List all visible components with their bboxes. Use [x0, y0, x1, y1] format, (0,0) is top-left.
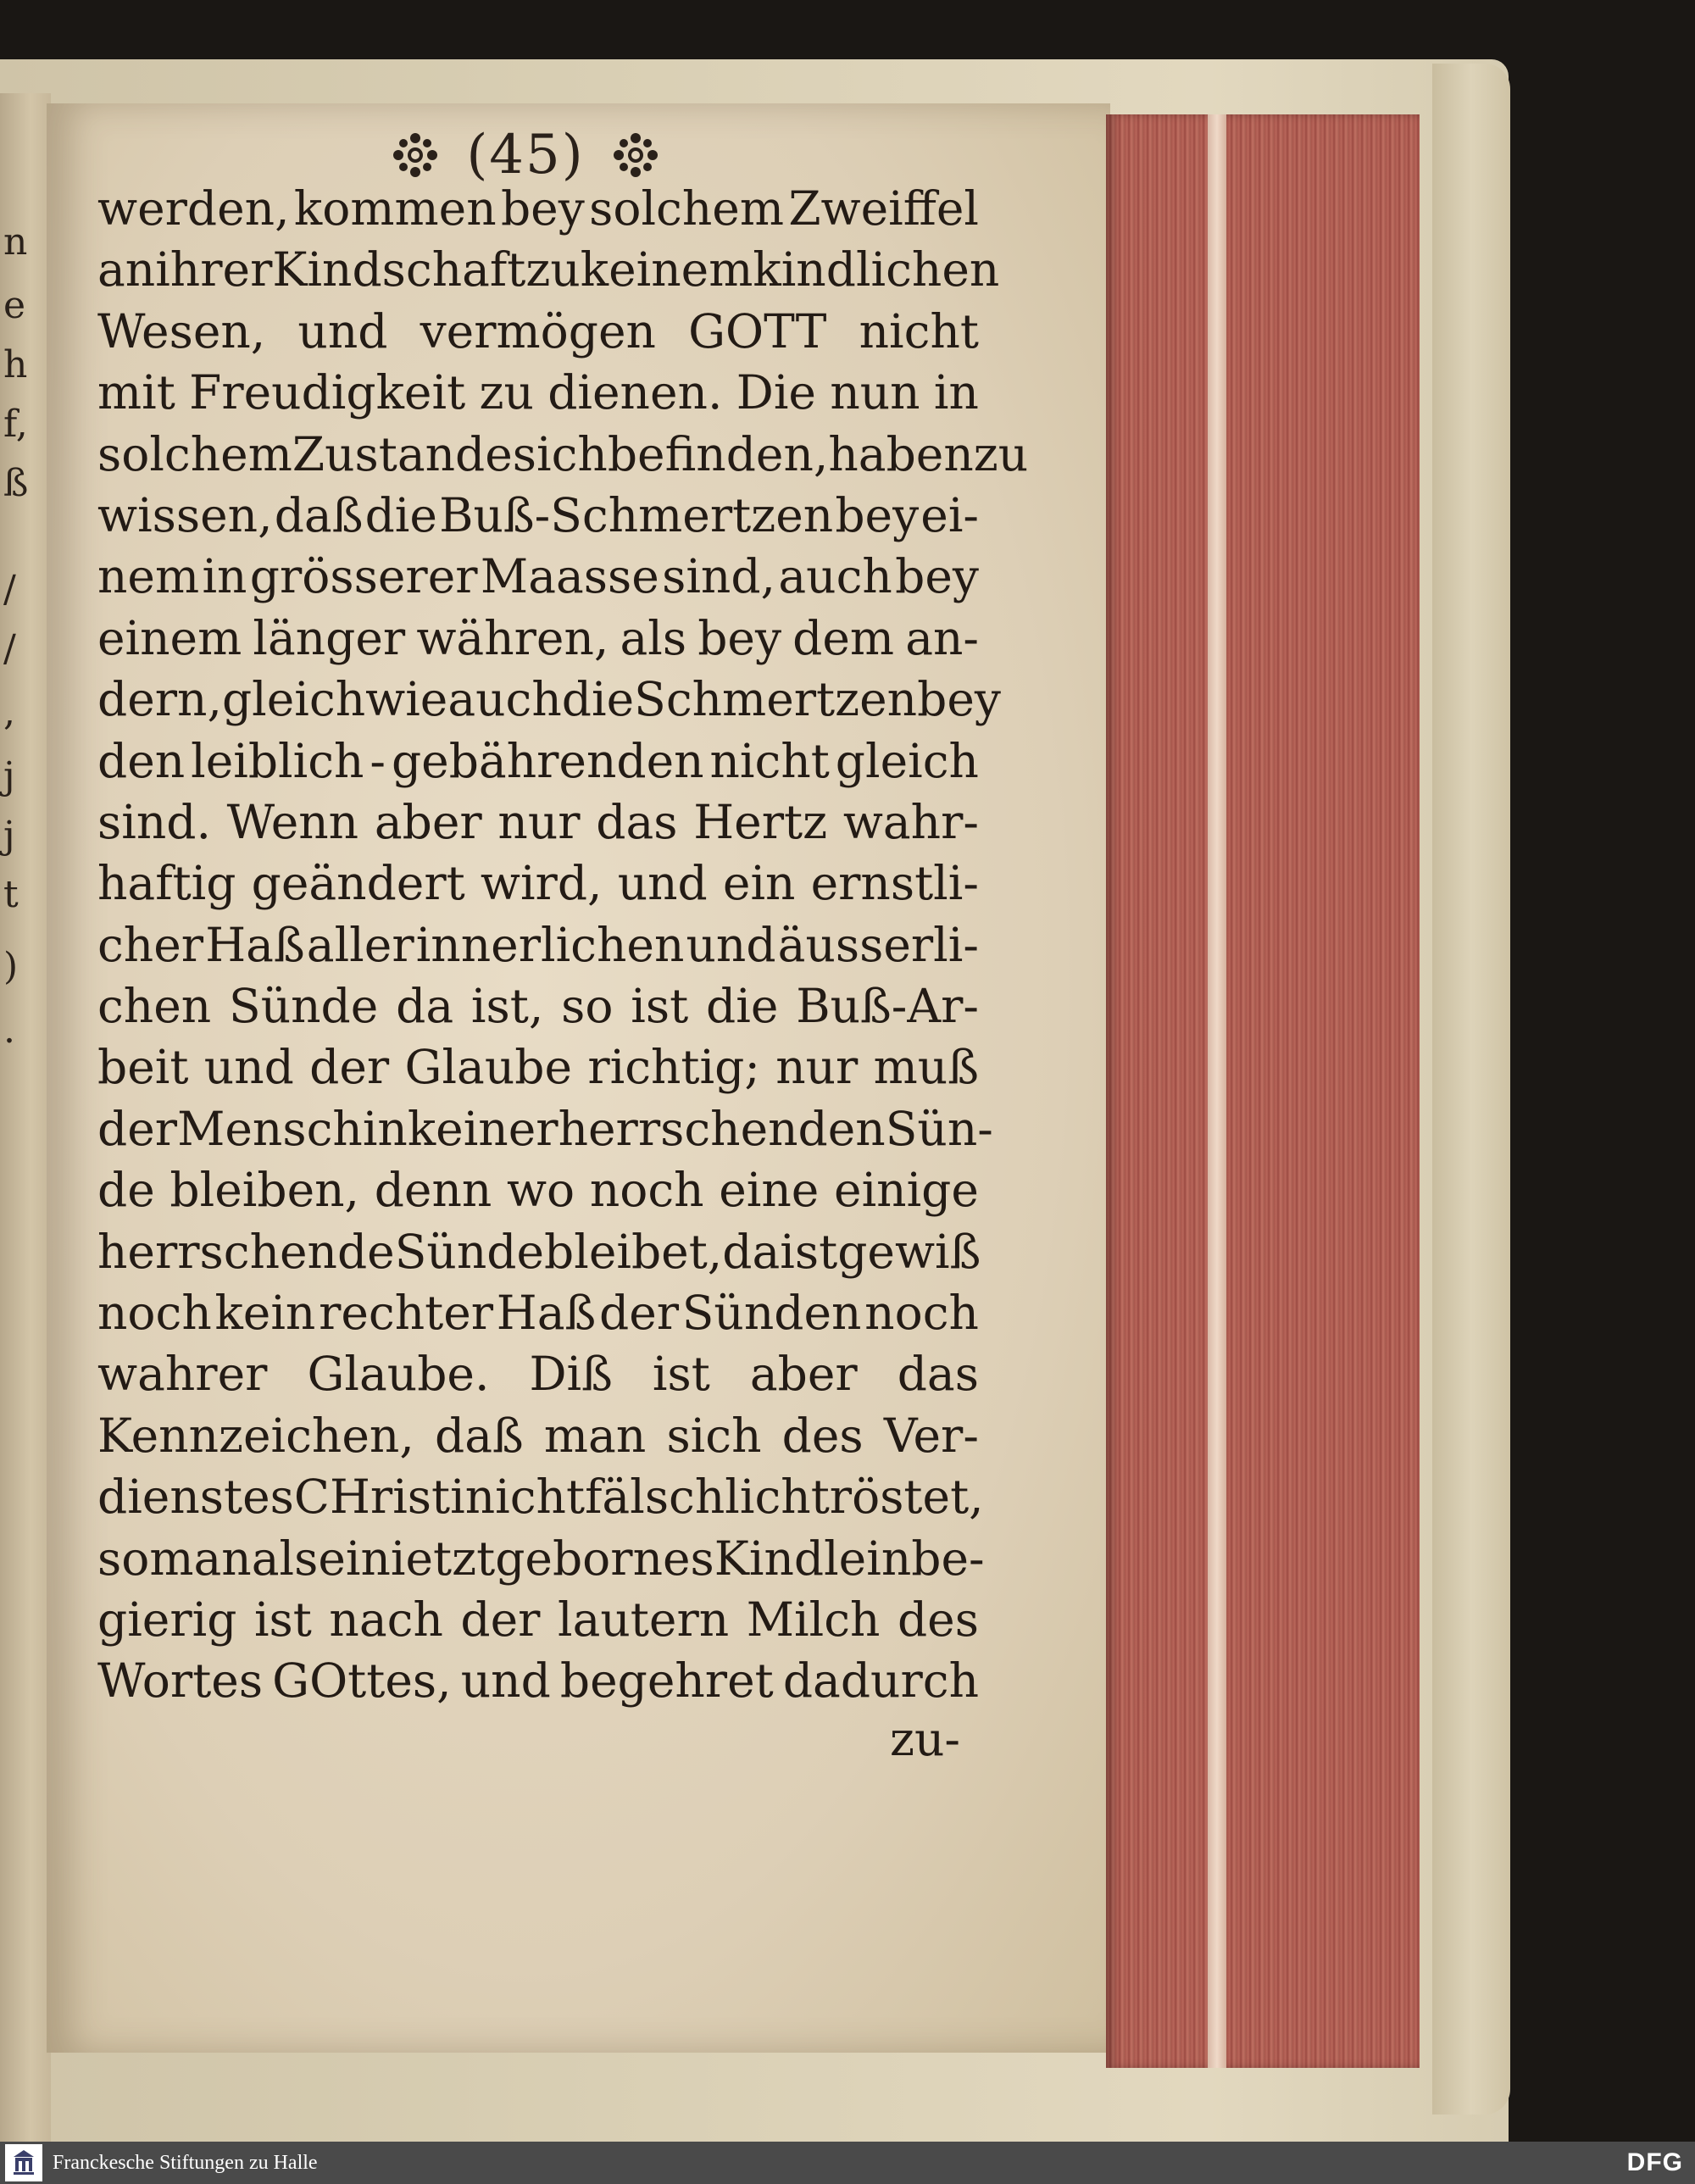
text-word: solchem — [97, 426, 292, 481]
text-word: kindlichen — [753, 242, 1000, 297]
text-line — [97, 1036, 979, 1098]
text-word: aber — [749, 1347, 858, 1402]
text-word: rechter — [319, 1286, 494, 1341]
text-word: Ver- — [883, 1408, 979, 1463]
text-word: in — [362, 1101, 408, 1156]
text-word: denn — [374, 1163, 492, 1218]
text-word: wahrer — [97, 1347, 268, 1402]
text-word: und — [460, 1653, 551, 1709]
text-word: als — [620, 610, 687, 665]
text-word: bey — [917, 672, 1001, 727]
text-line — [97, 1159, 979, 1220]
text-word: mit — [97, 365, 175, 420]
text-word: Sün- — [885, 1101, 993, 1156]
facing-page-fragment: ) — [3, 945, 19, 988]
text-word: Glaube. — [307, 1347, 490, 1402]
text-word: Wenn — [226, 794, 359, 849]
text-word: an- — [905, 610, 979, 665]
text-line — [97, 1098, 993, 1159]
text-word: Haß — [496, 1286, 597, 1341]
text-word: daß — [434, 1408, 524, 1463]
text-word: CHristi — [293, 1470, 465, 1525]
text-word: der — [97, 1101, 178, 1156]
text-word: aber — [374, 794, 482, 849]
text-word: das — [897, 1347, 979, 1402]
text-word: in — [202, 549, 247, 604]
text-word: Milch — [746, 1592, 881, 1647]
text-word: die — [364, 487, 437, 542]
text-word: herrschenden — [558, 1101, 886, 1156]
text-word: nun — [830, 365, 920, 420]
text-word: kommen — [293, 181, 497, 236]
text-word: sind, — [662, 549, 776, 604]
text-word: nur — [775, 1040, 859, 1095]
text-word: richtig; — [587, 1040, 760, 1095]
text-word: Kindschaft — [272, 242, 526, 297]
text-word: Hertz — [693, 794, 828, 849]
text-word: sich — [666, 1408, 762, 1463]
facing-page-fragment: e — [3, 284, 26, 327]
text-word: wo — [506, 1163, 575, 1218]
text-word: keiner — [407, 1101, 559, 1156]
page-number: (45) — [466, 124, 585, 186]
text-word: eine — [719, 1163, 820, 1218]
text-word: zu — [973, 426, 1029, 481]
text-word: noch — [97, 1286, 212, 1341]
text-word: gleich — [835, 733, 979, 788]
text-word: leiblich — [191, 733, 364, 788]
text-word: geändert — [251, 856, 465, 911]
text-line — [97, 178, 979, 239]
text-word: man — [149, 1531, 252, 1586]
text-word: die — [706, 979, 779, 1034]
text-word: daß — [274, 487, 364, 542]
text-word: Sünden — [681, 1286, 862, 1341]
text-word: an — [97, 242, 156, 297]
text-word: gewiß — [837, 1224, 981, 1279]
text-word: Glaube — [404, 1040, 573, 1095]
text-word: wird, — [480, 856, 603, 911]
text-word: aller — [306, 917, 414, 972]
text-word: einem — [97, 610, 242, 665]
text-word: so — [97, 1531, 150, 1586]
facing-page-fragment: / — [3, 568, 16, 611]
text-word: haftig — [97, 856, 236, 911]
text-line — [97, 669, 1001, 730]
text-word: gebährenden — [391, 733, 704, 788]
text-line — [97, 608, 979, 669]
text-line — [97, 485, 979, 546]
text-word: dern, — [97, 672, 222, 727]
text-word: bey — [835, 487, 920, 542]
text-word: zu — [479, 365, 534, 420]
text-word: Schmertzen — [634, 672, 918, 727]
text-word: dadurch — [782, 1653, 979, 1709]
text-word: sind. — [97, 794, 211, 849]
dfg-label: DFG — [1626, 2148, 1683, 2176]
text-word: nicht — [464, 1470, 586, 1525]
text-word: be- — [911, 1531, 985, 1586]
text-word: äusserli- — [777, 917, 979, 972]
text-word: Buß-Ar- — [796, 979, 979, 1034]
text-word: beit — [97, 1040, 189, 1095]
red-page-edges — [1106, 114, 1420, 2068]
text-word: Diß — [529, 1347, 613, 1402]
text-word: haben — [828, 426, 974, 481]
text-word: ist — [253, 1592, 312, 1647]
facing-page-fragment: j — [3, 814, 15, 857]
text-word: nach — [329, 1592, 443, 1647]
facing-page-fragment: , — [3, 691, 15, 734]
text-word: Buß-Schmertzen — [439, 487, 834, 542]
facing-page-fragment: n — [3, 220, 28, 264]
text-word: Wortes — [97, 1653, 264, 1709]
text-word: werden, — [97, 181, 290, 236]
text-word: Zweiffel — [788, 181, 979, 236]
text-word: einige — [834, 1163, 979, 1218]
text-word: Wesen, — [97, 303, 266, 358]
text-word: als — [251, 1531, 319, 1586]
catchword: zu- — [890, 1712, 960, 1766]
text-word: solchem — [589, 181, 784, 236]
institution-name: Franckesche Stiftungen zu Halle — [53, 2151, 318, 2174]
text-line — [97, 239, 1000, 300]
text-word: nur — [497, 794, 581, 849]
text-word: grösserer — [249, 549, 478, 604]
page-text-body — [97, 178, 1029, 1712]
text-word: gleichwie — [221, 672, 448, 727]
text-word: ernstli- — [810, 856, 979, 911]
text-line — [97, 1343, 979, 1404]
text-word: man — [543, 1408, 647, 1463]
text-line — [97, 1282, 979, 1343]
text-word: und — [297, 303, 388, 358]
text-word: Haß — [205, 917, 305, 972]
text-word: befinden, — [607, 426, 829, 481]
text-word: ihrer — [155, 242, 273, 297]
text-word: sich — [512, 426, 608, 481]
text-line — [97, 1466, 984, 1527]
text-line — [97, 792, 979, 853]
facing-page-fragment: f, — [3, 403, 28, 446]
text-word: tröstet, — [810, 1470, 984, 1525]
text-line — [97, 1589, 979, 1650]
text-word: dienstes — [97, 1470, 294, 1525]
text-word: da — [396, 979, 454, 1034]
text-word: ietztgebornes — [390, 1531, 714, 1586]
text-word: des — [897, 1592, 979, 1647]
text-line — [97, 914, 979, 975]
facing-page-fragment: . — [3, 1009, 15, 1052]
text-word: keinem — [580, 242, 753, 297]
text-line — [97, 853, 979, 914]
text-word: ei- — [920, 487, 979, 542]
text-word: in — [933, 365, 979, 420]
text-word: auch — [447, 672, 562, 727]
text-word: fälschlich — [585, 1470, 811, 1525]
text-word: vermögen — [420, 303, 656, 358]
binding-fore-edge — [1432, 64, 1510, 2115]
text-line — [97, 1528, 985, 1589]
text-word: wahr- — [842, 794, 979, 849]
text-word: ist — [780, 1224, 838, 1279]
text-word: ein — [722, 856, 796, 911]
text-word: so — [561, 979, 614, 1034]
facing-page-fragment: ß — [3, 462, 29, 505]
text-line — [97, 731, 979, 792]
text-word: länger — [253, 610, 406, 665]
facing-page-fragment: j — [3, 754, 15, 797]
facing-page-fragment: / — [3, 627, 16, 670]
text-word: lautern — [558, 1592, 730, 1647]
text-word: bleiben, — [170, 1163, 360, 1218]
text-word: Sünde — [229, 979, 379, 1034]
text-word: GOttes, — [272, 1653, 452, 1709]
text-line — [97, 1221, 979, 1282]
text-word: der — [460, 1592, 541, 1647]
text-word: begehret — [559, 1653, 774, 1709]
footer-bar — [0, 2142, 1695, 2184]
text-word: Kennzeichen, — [97, 1408, 414, 1463]
text-word: auch — [778, 549, 892, 604]
building-icon — [11, 2148, 36, 2177]
text-word: Sünde — [394, 1224, 545, 1279]
text-word: ist — [631, 979, 689, 1034]
text-word: der — [598, 1286, 680, 1341]
facing-page-fragment: t — [3, 873, 19, 916]
text-word: Die — [736, 365, 816, 420]
text-word: bey — [697, 610, 782, 665]
text-line — [97, 362, 979, 423]
text-word: bleibet, — [544, 1224, 723, 1279]
text-line — [97, 975, 979, 1036]
text-word: wissen, — [97, 487, 273, 542]
text-word: gierig — [97, 1592, 237, 1647]
text-word: zu — [525, 242, 581, 297]
text-word: bey — [500, 181, 585, 236]
text-word: Kindlein — [714, 1531, 912, 1586]
text-word: ist — [652, 1347, 710, 1402]
text-word: cher — [97, 917, 204, 972]
text-word: - — [370, 733, 386, 788]
text-word: chen — [97, 979, 212, 1034]
facing-page-sliver — [0, 93, 51, 2178]
text-word: GOTT — [688, 303, 827, 358]
text-word: der — [309, 1040, 390, 1095]
text-word: Zustande — [292, 426, 513, 481]
text-line — [97, 1405, 979, 1466]
text-word: kein — [214, 1286, 316, 1341]
text-word: und — [686, 917, 776, 972]
text-word: Maasse — [480, 549, 659, 604]
text-word: noch — [589, 1163, 704, 1218]
text-line — [97, 546, 979, 607]
text-word: nem — [97, 549, 200, 604]
text-word: de — [97, 1163, 155, 1218]
edge-highlight-band — [1208, 114, 1226, 2068]
text-word: dienen. — [547, 365, 723, 420]
text-word: währen, — [416, 610, 609, 665]
text-word: den — [97, 733, 186, 788]
text-word: innerlichen — [415, 917, 685, 972]
text-line — [97, 301, 979, 362]
text-word: bey — [895, 549, 979, 604]
text-word: muß — [873, 1040, 979, 1095]
text-line — [97, 1650, 979, 1711]
text-word: ein — [318, 1531, 391, 1586]
text-word: dem — [792, 610, 895, 665]
text-word: noch — [864, 1286, 979, 1341]
flower-ornament-icon — [610, 130, 661, 181]
text-word: das — [596, 794, 678, 849]
text-word: und — [617, 856, 708, 911]
institution-logo — [5, 2144, 42, 2181]
text-word: nicht — [859, 303, 979, 358]
text-word: die — [561, 672, 635, 727]
text-word: und — [203, 1040, 294, 1095]
text-word: da — [722, 1224, 781, 1279]
text-word: herrschende — [97, 1224, 395, 1279]
text-line — [97, 424, 1029, 485]
text-word: Mensch — [177, 1101, 363, 1156]
text-word: des — [781, 1408, 864, 1463]
text-word: Freudigkeit — [189, 365, 466, 420]
flower-ornament-icon — [390, 130, 441, 181]
text-word: ist, — [470, 979, 544, 1034]
facing-page-fragment: h — [3, 343, 28, 386]
text-word: nicht — [709, 733, 830, 788]
